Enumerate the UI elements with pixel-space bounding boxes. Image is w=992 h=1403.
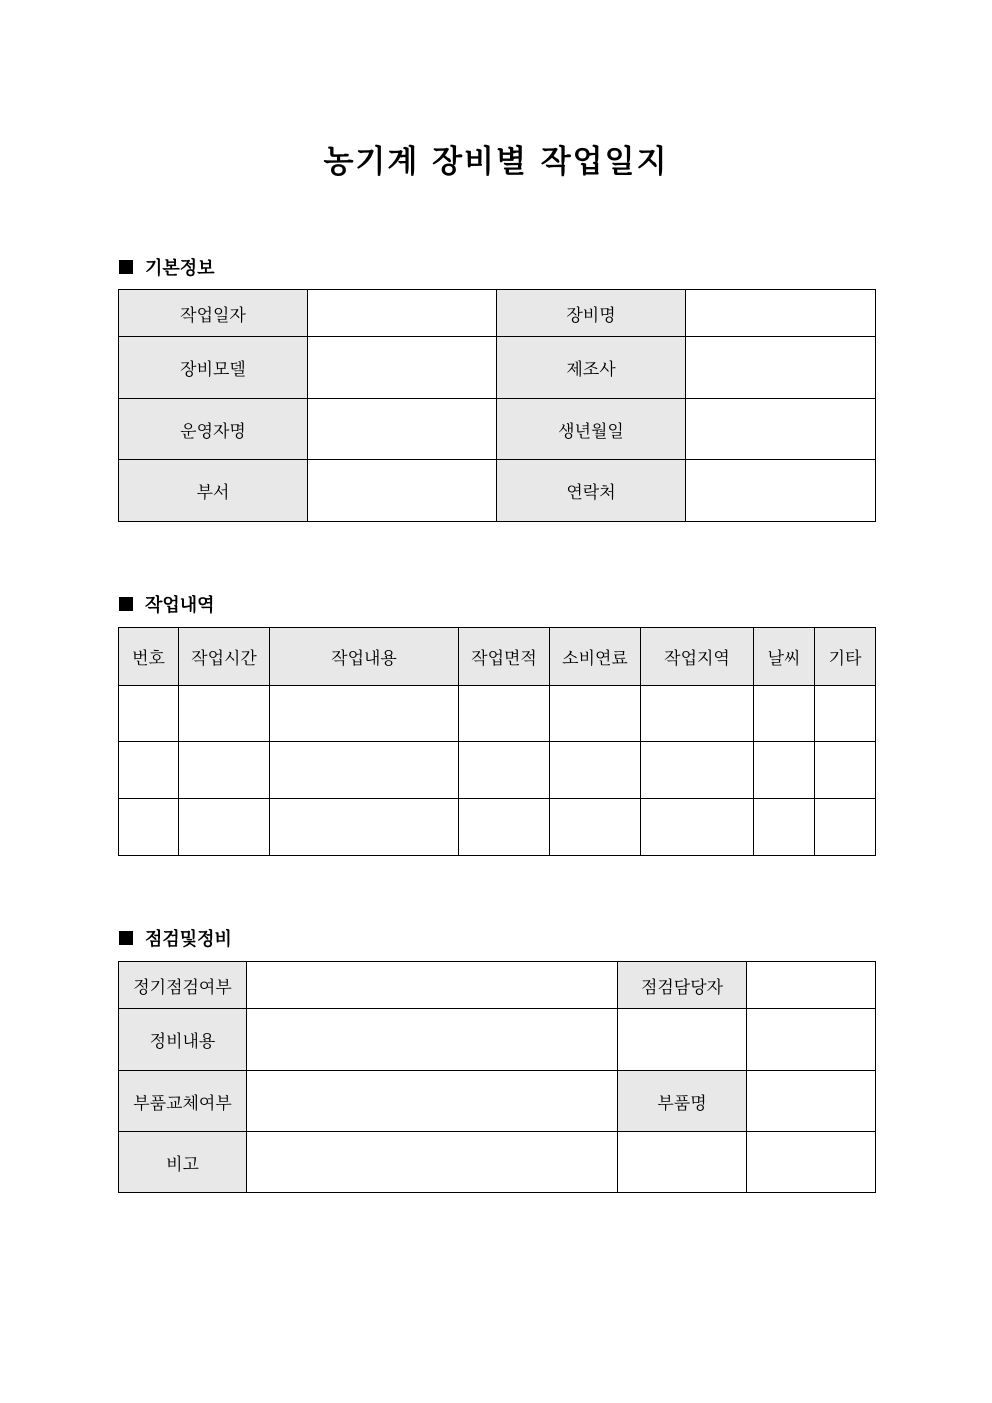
regular-inspection-label: 정기점검여부: [119, 962, 247, 1009]
table-cell[interactable]: [119, 799, 179, 856]
column-header-work-area: 작업면적: [459, 628, 550, 686]
table-cell[interactable]: [550, 686, 641, 742]
table-cell[interactable]: [270, 799, 459, 856]
basic-info-table: [118, 289, 876, 522]
table-cell[interactable]: [754, 799, 815, 856]
table-cell[interactable]: [459, 686, 550, 742]
square-bullet-icon: [119, 931, 133, 945]
contact-field[interactable]: [686, 460, 876, 522]
table-row: [119, 962, 876, 1009]
page-title: 농기계 장비별 작업일지: [323, 144, 669, 180]
column-header-other: 기타: [815, 628, 876, 686]
table-row: [119, 1132, 876, 1193]
table-cell[interactable]: [815, 799, 876, 856]
table-cell[interactable]: [179, 742, 270, 799]
section-heading-label: 기본정보: [145, 258, 215, 279]
work-date-field[interactable]: [308, 290, 497, 337]
table-row: [119, 399, 876, 460]
table-cell[interactable]: [459, 742, 550, 799]
column-header-work-region: 작업지역: [641, 628, 754, 686]
maintenance-content-field[interactable]: [247, 1009, 618, 1071]
department-field[interactable]: [308, 460, 497, 522]
table-cell[interactable]: [179, 799, 270, 856]
table-cell[interactable]: [119, 742, 179, 799]
square-bullet-icon: [119, 597, 133, 611]
department-label: 부서: [119, 460, 308, 522]
table-cell[interactable]: [754, 686, 815, 742]
table-cell[interactable]: [270, 686, 459, 742]
table-row: [119, 460, 876, 522]
operator-name-field[interactable]: [308, 399, 497, 460]
manufacturer-field[interactable]: [686, 337, 876, 399]
table-cell[interactable]: [641, 799, 754, 856]
table-row: [119, 686, 876, 742]
part-name-label: 부품명: [618, 1071, 747, 1132]
table-cell[interactable]: [641, 686, 754, 742]
table-row: [119, 290, 876, 337]
blank-cell[interactable]: [747, 1009, 876, 1071]
column-header-number: 번호: [119, 628, 179, 686]
equipment-name-field[interactable]: [686, 290, 876, 337]
square-bullet-icon: [119, 260, 133, 274]
equipment-model-field[interactable]: [308, 337, 497, 399]
table-header-row: [119, 628, 876, 686]
table-cell[interactable]: [815, 686, 876, 742]
table-cell[interactable]: [270, 742, 459, 799]
birth-date-field[interactable]: [686, 399, 876, 460]
column-header-weather: 날씨: [754, 628, 815, 686]
contact-label: 연락처: [497, 460, 686, 522]
birth-date-label: 생년월일: [497, 399, 686, 460]
section-heading-inspection: [119, 925, 232, 951]
table-row: [119, 742, 876, 799]
part-name-field[interactable]: [747, 1071, 876, 1132]
inspector-label: 점검담당자: [618, 962, 747, 1009]
blank-cell[interactable]: [747, 1132, 876, 1193]
blank-cell[interactable]: [618, 1009, 747, 1071]
equipment-name-label: 장비명: [497, 290, 686, 337]
work-date-label: 작업일자: [119, 290, 308, 337]
column-header-fuel-consumption: 소비연료: [550, 628, 641, 686]
equipment-model-label: 장비모델: [119, 337, 308, 399]
remarks-label: 비고: [119, 1132, 247, 1193]
table-cell[interactable]: [754, 742, 815, 799]
work-history-table: [118, 627, 876, 856]
table-cell[interactable]: [119, 686, 179, 742]
section-heading-label: 작업내역: [145, 595, 215, 616]
section-heading-label: 점검및정비: [145, 929, 232, 950]
table-cell[interactable]: [815, 742, 876, 799]
inspection-table: [118, 961, 876, 1193]
table-cell[interactable]: [641, 742, 754, 799]
column-header-work-content: 작업내용: [270, 628, 459, 686]
table-row: [119, 337, 876, 399]
operator-name-label: 운영자명: [119, 399, 308, 460]
table-row: [119, 1071, 876, 1132]
table-cell[interactable]: [179, 686, 270, 742]
manufacturer-label: 제조사: [497, 337, 686, 399]
remarks-field[interactable]: [247, 1132, 618, 1193]
blank-cell[interactable]: [618, 1132, 747, 1193]
section-heading-basic-info: [119, 254, 215, 280]
table-row: [119, 1009, 876, 1071]
regular-inspection-field[interactable]: [247, 962, 618, 1009]
parts-replacement-field[interactable]: [247, 1071, 618, 1132]
parts-replacement-label: 부품교체여부: [119, 1071, 247, 1132]
section-heading-work-history: [119, 591, 215, 617]
inspector-field[interactable]: [747, 962, 876, 1009]
column-header-work-time: 작업시간: [179, 628, 270, 686]
maintenance-content-label: 정비내용: [119, 1009, 247, 1071]
table-cell[interactable]: [550, 742, 641, 799]
table-row: [119, 799, 876, 856]
table-cell[interactable]: [459, 799, 550, 856]
table-cell[interactable]: [550, 799, 641, 856]
